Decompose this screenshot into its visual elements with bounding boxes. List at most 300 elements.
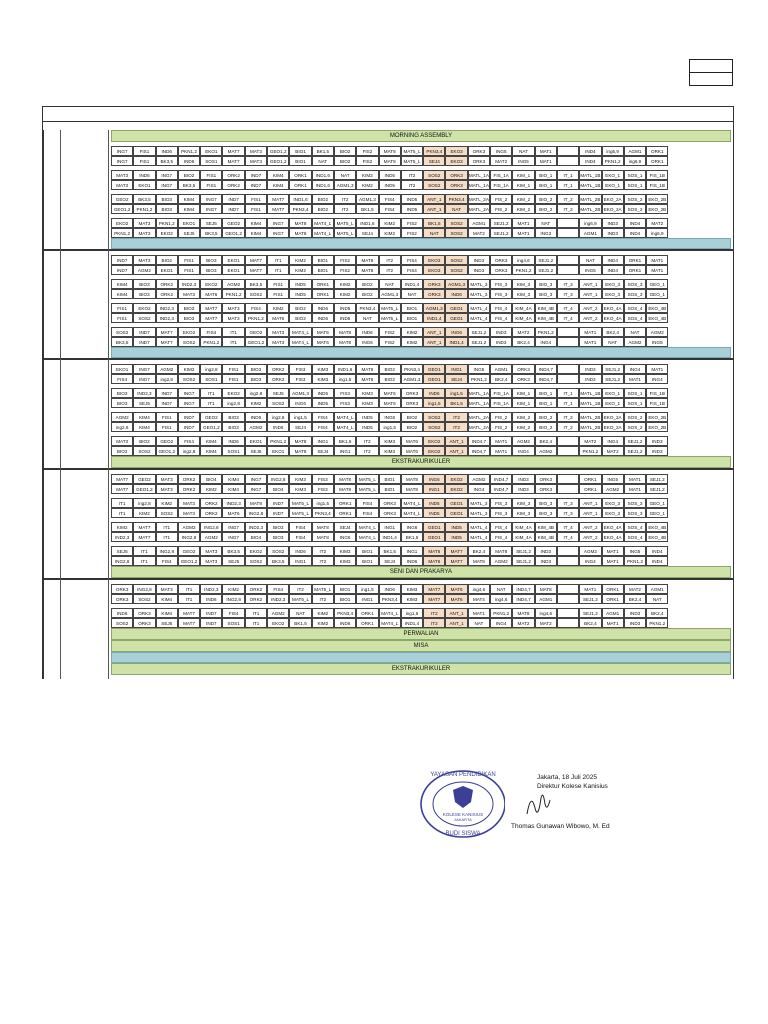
table-cell: ORK3 [423, 289, 445, 299]
table-cell: KIM_4A [512, 313, 534, 323]
table-cell: MAT7 [222, 156, 244, 166]
table-cell: BK3,5 [133, 194, 155, 204]
table-cell: IT1 [200, 388, 222, 398]
table-cell: MAT1 [512, 218, 534, 228]
table-cell: PKN3,4 [289, 204, 311, 214]
table-cell: MAT1 [602, 618, 624, 628]
table-cell: IND4,7 [468, 446, 490, 456]
table-cell: MAT6 [312, 327, 334, 337]
table-cell: KIM2 [401, 337, 423, 347]
table-cell: KIM2 [111, 522, 133, 532]
table-cell: EKO_4B [646, 303, 668, 313]
table-cell: BIO3 [222, 412, 244, 422]
table-cell: ORK1 [579, 484, 601, 494]
table-cell: SOS2 [445, 265, 467, 275]
table-cell: MAT7 [133, 532, 155, 542]
table-cell: EKO2 [178, 327, 200, 337]
table-cell: BK2,4 [535, 436, 557, 446]
table-row [44, 522, 733, 532]
table-cell: EKO3 [445, 146, 467, 156]
table-cell: AGM1 [468, 218, 490, 228]
table-cell: ANT_1 [579, 289, 601, 299]
table-cell: FIS4 [245, 303, 267, 313]
table-cell: BIO2 [312, 204, 334, 214]
table-cell: BIO2 [133, 436, 155, 446]
table-cell: SOS_4 [624, 532, 646, 542]
table-cell: ORK1 [624, 265, 646, 275]
table-row [44, 546, 733, 556]
table-cell: MAT2 [490, 156, 512, 166]
table-cell: NAT [445, 204, 467, 214]
table-cell: IND3 [646, 436, 668, 446]
table-cell: IND1,6 [289, 194, 311, 204]
table-row [44, 337, 733, 347]
table-cell: SOS_3 [624, 498, 646, 508]
table-row [44, 194, 733, 204]
table-cell: FIS_2 [490, 412, 512, 422]
table-cell: ING2,8 [222, 594, 244, 604]
table-cell: GEO1 [423, 364, 445, 374]
table-cell: EKO_2A [602, 204, 624, 214]
table-cell: IND3 [468, 265, 490, 275]
table-cell: IND5 [289, 279, 311, 289]
table-cell: SOS2 [111, 327, 133, 337]
table-cell: AGM2 [133, 265, 155, 275]
table-cell [557, 374, 579, 384]
table-cell: IND4,7 [535, 374, 557, 384]
table-cell: MAT6 [356, 364, 378, 374]
section-banner: SENI DAN PRAKARYA [111, 566, 731, 578]
table-cell: MAT8 [289, 218, 311, 228]
table-cell: EKO_2B [646, 194, 668, 204]
table-cell: FIS2 [379, 327, 401, 337]
table-cell: SEJ4 [445, 374, 467, 384]
table-cell: SOS_2 [624, 412, 646, 422]
table-cell: IND4 [624, 218, 646, 228]
table-cell: ANT_1 [445, 618, 467, 628]
table-cell: FIS_1A [490, 180, 512, 190]
table-cell: IND3 [490, 337, 512, 347]
table-cell: KIM4 [178, 204, 200, 214]
table-cell: FIS_2 [490, 194, 512, 204]
table-cell: BIO1 [289, 146, 311, 156]
table-cell: KIM2 [245, 398, 267, 408]
table-cell: ORK3 [468, 146, 490, 156]
table-cell: KIM3 [289, 484, 311, 494]
table-cell: KIM3 [356, 388, 378, 398]
signature-scribble-icon [523, 788, 553, 818]
table-cell: EKO2 [245, 546, 267, 556]
table-cell: AGM2 [490, 556, 512, 566]
table-row [44, 398, 733, 408]
table-cell: BIO2 [312, 194, 334, 204]
table-cell: FIS3 [334, 398, 356, 408]
table-cell: FIS_1B [646, 398, 668, 408]
table-cell: SEJ5 [267, 388, 289, 398]
table-cell [557, 265, 579, 275]
table-cell: FIS_3 [490, 279, 512, 289]
table-cell: IND4,7 [490, 474, 512, 484]
table-cell: PKN3,4 [356, 303, 378, 313]
table-cell: ING5 [624, 546, 646, 556]
table-cell: IND7 [178, 412, 200, 422]
table-row [44, 618, 733, 628]
table-cell: EKO2 [133, 303, 155, 313]
table-cell: ING2,8 [178, 532, 200, 542]
table-cell: IND2,3 [111, 532, 133, 542]
table-cell: MATL_4 [468, 313, 490, 323]
table-cell: MAT7 [178, 618, 200, 628]
table-cell: MAT7 [423, 594, 445, 604]
table-cell: ING7 [111, 156, 133, 166]
table-cell: MAT8 [312, 522, 334, 532]
table-cell: FIS4 [289, 522, 311, 532]
table-cell: AGM2 [245, 422, 267, 432]
table-cell: ing1,5 [334, 374, 356, 384]
table-cell: MAT1 [579, 337, 601, 347]
table-cell [557, 618, 579, 628]
table-cell: SOS_4 [624, 522, 646, 532]
table-cell [557, 218, 579, 228]
table-cell: KIM_2 [512, 194, 534, 204]
table-cell: BK3,5 [245, 279, 267, 289]
table-cell: IND4 [646, 556, 668, 566]
table-cell: KIM2 [379, 218, 401, 228]
table-cell: MAT3 [245, 156, 267, 166]
table-cell: ing1,5 [401, 608, 423, 618]
table-cell: AGM1,3 [356, 194, 378, 204]
table-cell: IT_3 [557, 289, 579, 299]
table-cell: AGM1 [646, 584, 668, 594]
table-cell: MAT3 [222, 303, 244, 313]
table-cell: FIS1 [245, 204, 267, 214]
table-cell: ing6,9 [624, 156, 646, 166]
table-cell: AGM2 [222, 279, 244, 289]
table-cell: BIO1 [289, 156, 311, 166]
table-cell: IT1 [111, 508, 133, 518]
table-cell: GEO1,2 [178, 556, 200, 566]
table-cell: ORK3 [512, 364, 534, 374]
table-cell: FIS2 [334, 255, 356, 265]
table-cell: MAT6 [401, 446, 423, 456]
schedule-sheet [42, 106, 734, 679]
section-banner: MORNING ASSEMBLY [111, 130, 731, 142]
table-cell: SOS_3 [624, 279, 646, 289]
table-cell: IT_2 [557, 204, 579, 214]
table-cell: MAT7 [156, 327, 178, 337]
table-row [44, 532, 733, 542]
table-cell: KIM2 [379, 228, 401, 238]
table-cell: BIO3 [178, 313, 200, 323]
table-cell: ing4,6 [468, 584, 490, 594]
table-cell: IND7 [222, 194, 244, 204]
table-cell: MAT7 [200, 313, 222, 323]
table-cell: KIM2 [133, 508, 155, 518]
table-cell: SOS_2 [624, 204, 646, 214]
table-cell: BIO2 [379, 374, 401, 384]
table-cell: SOS_1 [624, 388, 646, 398]
table-cell: BIO_2 [535, 412, 557, 422]
table-cell: MAT8 [401, 484, 423, 494]
table-cell: ORK2 [245, 584, 267, 594]
table-cell: EKO_3 [602, 289, 624, 299]
table-cell: NAT [579, 255, 601, 265]
table-cell: ing4,6 [490, 594, 512, 604]
table-cell: FIS3 [334, 388, 356, 398]
table-cell: SOS2 [445, 218, 467, 228]
table-cell: MAT1 [535, 146, 557, 156]
table-cell: MAT7 [111, 474, 133, 484]
table-cell: FIS3 [312, 474, 334, 484]
table-cell: ORK2 [178, 484, 200, 494]
table-row [44, 265, 733, 275]
table-cell: ing6,9 [579, 218, 601, 228]
table-row [44, 412, 733, 422]
svg-text:JAKARTA: JAKARTA [454, 817, 472, 822]
table-cell: SEJ1,2 [602, 374, 624, 384]
table-cell: BK1,5 [379, 546, 401, 556]
table-cell: EKO2 [200, 279, 222, 289]
table-cell: FIS2 [334, 265, 356, 275]
table-cell: ING5 [579, 265, 601, 275]
table-cell: BIO2 [289, 303, 311, 313]
table-cell: EKO1 [222, 255, 244, 265]
table-cell: FIS2 [379, 337, 401, 347]
table-cell: IND7 [111, 265, 133, 275]
table-cell: BIO3 [267, 532, 289, 542]
table-cell: ing2,8 [156, 374, 178, 384]
table-cell: SEJ4 [334, 522, 356, 532]
table-cell: ING4 [535, 337, 557, 347]
table-cell: FIS1 [156, 412, 178, 422]
table-cell: ING1 [289, 556, 311, 566]
table-cell: SOS2 [423, 422, 445, 432]
table-cell: IND5 [334, 313, 356, 323]
table-cell: ING7 [245, 484, 267, 494]
table-cell: SOS_1 [624, 170, 646, 180]
table-cell: IND1,4 [445, 337, 467, 347]
table-cell: IND4 [602, 265, 624, 275]
table-row [44, 146, 733, 156]
table-cell: BK1,5 [334, 436, 356, 446]
table-cell: KIM_4A [512, 303, 534, 313]
table-cell: SEJ1,2 [512, 556, 534, 566]
table-cell: EKO3 [423, 255, 445, 265]
table-cell: MAT4_L [289, 327, 311, 337]
table-cell: BIO2 [111, 446, 133, 456]
table-cell: IND4,7 [468, 436, 490, 446]
table-cell: KIM2 [334, 289, 356, 299]
table-cell: EKO_4A [602, 522, 624, 532]
table-cell: MAT2 [535, 618, 557, 628]
table-cell: GEO1,2 [111, 204, 133, 214]
table-cell: SEJ1,2 [535, 265, 557, 275]
table-cell: GEO1,2 [133, 484, 155, 494]
table-cell: MAT8 [401, 474, 423, 484]
table-cell: FIS1 [267, 279, 289, 289]
table-cell: ORK1 [312, 279, 334, 289]
table-cell: EKO2 [111, 218, 133, 228]
table-cell: MAT3 [178, 498, 200, 508]
table-cell: FIS4 [379, 204, 401, 214]
table-cell: EKO_3 [602, 498, 624, 508]
table-cell: FIS3 [289, 374, 311, 384]
table-cell: MAT6 [222, 508, 244, 518]
table-cell: MAT7 [445, 556, 467, 566]
table-cell: FIS1 [222, 374, 244, 384]
table-cell: SEJ5 [222, 556, 244, 566]
table-cell: IND5 [312, 398, 334, 408]
svg-text:BUDI SISWA: BUDI SISWA [445, 831, 481, 837]
table-cell: PKN3,4 [401, 364, 423, 374]
table-cell: SEJ1,2 [579, 608, 601, 618]
table-cell: AGM1,3 [379, 289, 401, 299]
table-cell: GEO1,2 [245, 337, 267, 347]
table-cell: SEJ1,2 [468, 327, 490, 337]
table-cell: ING4 [602, 436, 624, 446]
table-cell: ING7 [245, 474, 267, 484]
table-cell: SOS_3 [624, 289, 646, 299]
table-cell: FIS_1B [646, 388, 668, 398]
table-cell: IT2 [312, 556, 334, 566]
table-cell: AGM1 [602, 608, 624, 618]
table-cell: KIM2 [289, 255, 311, 265]
table-cell: NAT [379, 279, 401, 289]
table-cell: SOS_4 [624, 303, 646, 313]
table-cell: FIS4 [111, 374, 133, 384]
table-cell: ING7 [178, 388, 200, 398]
table-cell: ing2,8 [200, 364, 222, 374]
table-cell: PKN1,2 [222, 289, 244, 299]
table-cell: ORK1 [602, 594, 624, 604]
table-cell: ING6 [379, 412, 401, 422]
table-cell: BK3,5 [200, 228, 222, 238]
sign-date: Jakarta, 18 Juli 2025 [537, 774, 597, 781]
section-banner: EKSTRAKURIKULER [111, 663, 731, 675]
table-cell: ORK1 [356, 608, 378, 618]
table-cell: MAT8 [334, 474, 356, 484]
table-cell: IT_3 [557, 508, 579, 518]
table-cell: ORK2 [178, 474, 200, 484]
table-cell: PKN1,2 [111, 228, 133, 238]
table-cell: IND1,4 [379, 532, 401, 542]
table-cell: IND1,4 [401, 279, 423, 289]
table-cell: ing2,8 [245, 388, 267, 398]
table-cell: FIS4 [312, 422, 334, 432]
table-cell: MAT8 [334, 327, 356, 337]
table-cell: ORK1 [356, 618, 378, 628]
table-cell: IT1 [245, 608, 267, 618]
table-cell: MAT3 [133, 218, 155, 228]
table-cell: FIS2 [401, 228, 423, 238]
table-cell: ING7 [267, 228, 289, 238]
table-cell [557, 556, 579, 566]
table-cell: MAT1 [646, 364, 668, 374]
table-cell: EKO2 [445, 474, 467, 484]
table-cell: IT1 [222, 327, 244, 337]
table-cell: GEO_1 [646, 498, 668, 508]
table-cell: PKN1,2 [178, 146, 200, 156]
table-cell: IND7 [267, 508, 289, 518]
table-cell: ORK3 [401, 398, 423, 408]
table-cell: FIS1 [178, 265, 200, 275]
table-cell: ORK3 [512, 374, 534, 384]
table-cell: IND4 [646, 546, 668, 556]
table-cell: MAT1 [646, 255, 668, 265]
table-cell: PKN3,4 [379, 594, 401, 604]
table-cell: EKO1 [156, 265, 178, 275]
table-cell: KIM3 [334, 556, 356, 566]
table-cell: MAT1 [468, 608, 490, 618]
table-cell: IT2 [312, 594, 334, 604]
table-cell: EKO2 [423, 446, 445, 456]
table-cell: ING4 [512, 446, 534, 456]
table-cell: BIO3 [222, 422, 244, 432]
table-cell: FIS1 [156, 422, 178, 432]
table-cell: IND4 [602, 255, 624, 265]
table-cell: IT2 [334, 204, 356, 214]
table-cell: IT2 [379, 255, 401, 265]
table-cell: BIO_3 [535, 498, 557, 508]
table-cell: EKO_2A [602, 422, 624, 432]
table-cell: GEO2 [156, 436, 178, 446]
table-cell: IND7 [133, 327, 155, 337]
table-cell: MAT6 [401, 436, 423, 446]
table-cell: ING5 [468, 364, 490, 374]
table-cell: MATL_2A [468, 204, 490, 214]
table-cell: GEO1 [423, 374, 445, 384]
table-cell: IND2,3 [267, 594, 289, 604]
table-cell: BIO3 [133, 289, 155, 299]
table-cell: BIO1 [312, 255, 334, 265]
table-cell: FIS4 [267, 584, 289, 594]
sheet-header-row [42, 106, 734, 121]
table-cell: SOS2 [245, 556, 267, 566]
table-cell: MAT4_L [289, 337, 311, 347]
table-cell: MAT1 [624, 374, 646, 384]
table-cell: BK3,5 [156, 156, 178, 166]
table-cell: ORK3 [535, 474, 557, 484]
table-cell [557, 608, 579, 618]
table-cell: IND6 [245, 412, 267, 422]
table-cell: MAT1 [535, 156, 557, 166]
table-row [44, 436, 733, 446]
table-row [44, 156, 733, 166]
table-cell: KIM_1 [512, 388, 534, 398]
table-cell: NAT [624, 327, 646, 337]
table-cell: IT1 [156, 532, 178, 542]
table-cell: SEJ1,2 [646, 474, 668, 484]
table-cell: EKO3 [445, 156, 467, 166]
table-cell: BK3,5 [111, 337, 133, 347]
table-cell: KIM4 [200, 446, 222, 456]
table-cell: IT1 [156, 522, 178, 532]
table-cell: MAT8 [379, 156, 401, 166]
table-cell: PKN3,4 [445, 194, 467, 204]
table-cell: AGM2 [535, 446, 557, 456]
table-cell: MAT8 [312, 532, 334, 542]
table-cell: FIS4 [401, 255, 423, 265]
table-cell: ING4 [579, 556, 601, 566]
table-cell: BK1,5 [289, 618, 311, 628]
table-cell: ING6 [289, 398, 311, 408]
table-cell: MAT4_L [334, 422, 356, 432]
table-cell: KIM_2 [512, 412, 534, 422]
table-cell: MAT8 [379, 146, 401, 156]
table-cell: MAT4_L [401, 498, 423, 508]
table-cell: MAT1 [646, 265, 668, 275]
table-cell: IND7 [156, 388, 178, 398]
